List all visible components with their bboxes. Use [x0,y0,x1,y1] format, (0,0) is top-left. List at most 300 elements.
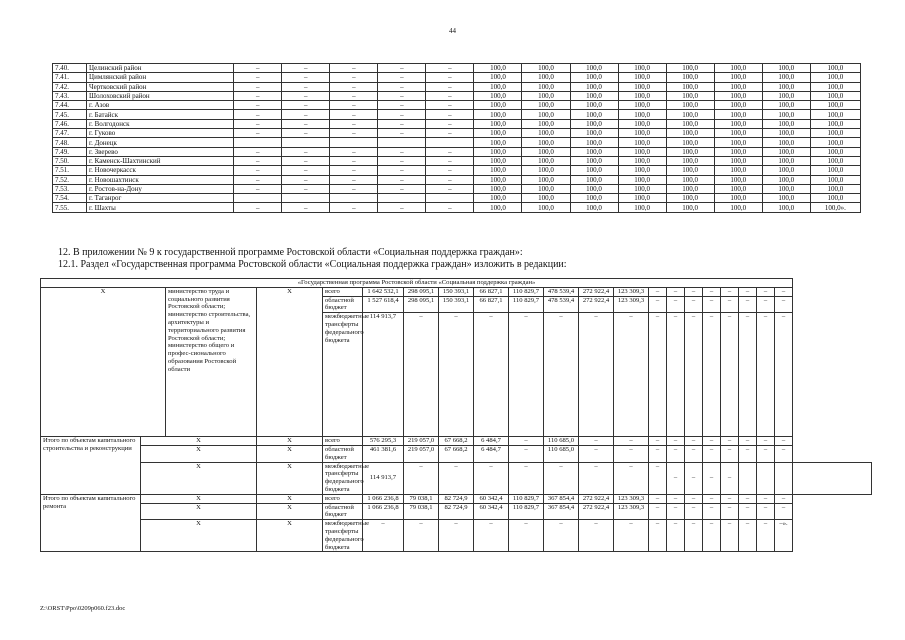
value-cell: – [509,445,544,462]
value-cell: 100,0 [810,110,860,119]
value-cell: – [739,437,757,446]
value-cell: 100,0 [618,110,666,119]
value-cell: – [330,110,378,119]
value-cell: – [234,91,282,100]
value-cell: – [378,73,426,82]
empty-cell [257,313,323,437]
empty-cell [739,462,757,494]
value-cell: – [544,520,579,552]
table-row [53,82,861,91]
value-cell: 100,0 [522,119,570,128]
municipality-name: Шолоховский район [87,91,234,100]
value-cell: 100,0 [522,156,570,165]
table-row [53,110,861,119]
row-number: 7.44. [53,101,87,110]
value-cell: – [667,494,685,503]
value-cell: – [330,101,378,110]
row-number: 7.51. [53,166,87,175]
x-cell: X [257,462,323,494]
value-cell: 100,0 [762,184,810,193]
value-cell: 110 829,7 [509,503,544,520]
file-path-footer: Z:\ORST\Ppo\0209p060.f23.doc [40,605,126,612]
value-cell: 100,0 [762,203,810,212]
value-cell: 100,0 [714,73,762,82]
paragraph-12-1: 12.1. Раздел «Государственная программа Ростовской области «Социальная поддержка граждан» изложить в редакции: [58,259,567,270]
program-table [40,278,872,552]
table-row [53,194,861,203]
value-cell: – [404,313,439,437]
value-cell: – [378,91,426,100]
value-cell: 67 668,2 [439,445,474,462]
value-cell: – [234,184,282,193]
value-cell: – [579,445,614,462]
value-cell: – [685,287,703,296]
value-cell: 100,0 [666,110,714,119]
value-cell: – [439,520,474,552]
value-cell: 100,0 [714,166,762,175]
x-cell: X [141,462,257,494]
row-number: 7.53. [53,184,87,193]
row-number: 7.47. [53,129,87,138]
value-cell: 100,0 [474,203,522,212]
value-cell: – [378,110,426,119]
value-cell: – [757,313,775,437]
value-cell: – [685,503,703,520]
municipality-name: г. Волгодонск [87,119,234,128]
value-cell: – [426,73,474,82]
value-cell: 272 922,4 [579,494,614,503]
value-cell: – [426,184,474,193]
municipality-name: Целинский район [87,64,234,73]
value-cell: – [685,445,703,462]
value-cell: 1 066 236,8 [363,503,404,520]
value-cell: – [378,203,426,212]
value-cell: – [775,296,793,313]
value-cell: 1 066 236,8 [363,494,404,503]
value-cell: 100,0 [666,147,714,156]
value-cell: 100,0 [762,138,810,147]
empty-cell [378,194,426,203]
value-cell: 100,0 [618,119,666,128]
value-cell: – [282,129,330,138]
x-cell: X [257,520,323,552]
x-cell: X [141,503,257,520]
value-cell: 272 922,4 [579,503,614,520]
value-cell: – [378,175,426,184]
source-label: межбюджетные трансферты федерального бюджета [323,520,363,552]
value-cell: – [282,156,330,165]
value-cell: – [330,82,378,91]
value-cell: 100,0 [666,119,714,128]
value-cell: – [378,184,426,193]
value-cell: – [685,494,703,503]
value-cell: 110 829,7 [509,296,544,313]
value-cell: – [757,296,775,313]
municipality-name: г. Новошахтинск [87,175,234,184]
value-cell: 100,0 [570,203,618,212]
value-cell: – [330,184,378,193]
value-cell: – [426,166,474,175]
value-cell: 100,0 [762,166,810,175]
value-cell: 100,0 [810,138,860,147]
value-cell: – [685,520,703,552]
value-cell: 100,0 [714,203,762,212]
value-cell: 219 057,0 [404,445,439,462]
value-cell: – [667,296,685,313]
value-cell: 110 685,0 [544,437,579,446]
value-cell: – [721,494,739,503]
value-cell: 100,0 [618,138,666,147]
value-cell: 272 922,4 [579,296,614,313]
table-row [53,119,861,128]
value-cell: – [703,494,721,503]
value-cell: – [721,503,739,520]
value-cell: 150 393,1 [439,287,474,296]
value-cell: 100,0 [810,184,860,193]
capital-repair-label: Итого по объектам капитального ремонта [41,494,141,552]
value-cell: 82 724,9 [439,494,474,503]
empty-cell [330,138,378,147]
value-cell: – [757,494,775,503]
value-cell: – [426,91,474,100]
value-cell: – [775,503,793,520]
source-label: всего [323,437,363,446]
value-cell: 100,0 [810,101,860,110]
value-cell: 100,0 [522,184,570,193]
value-cell: – [649,520,667,552]
value-cell: 100,0 [474,73,522,82]
x-cell: X [257,503,323,520]
value-cell: – [474,313,509,437]
row-number: 7.46. [53,119,87,128]
value-cell: 100,0 [810,73,860,82]
value-cell: – [775,437,793,446]
value-cell: – [614,520,649,552]
value-cell: 100,0 [474,184,522,193]
value-cell: 298 095,1 [404,296,439,313]
value-cell: – [649,437,667,446]
value-cell: 100,0 [666,82,714,91]
value-cell: – [649,287,667,296]
municipality-name: Чертковский район [87,82,234,91]
value-cell: 100,0 [474,194,522,203]
value-cell: 1 527 618,4 [363,296,404,313]
value-cell: – [282,91,330,100]
page-number: 44 [449,27,456,35]
value-cell: – [721,437,739,446]
value-cell: – [721,520,739,552]
row-number: 7.42. [53,82,87,91]
value-cell: – [282,110,330,119]
value-cell: – [614,437,649,446]
value-cell: – [667,503,685,520]
value-cell: – [234,166,282,175]
value-cell: 100,0 [714,119,762,128]
value-cell: 100,0 [762,73,810,82]
table-row [53,138,861,147]
value-cell: 100,0 [570,184,618,193]
value-cell: – [721,296,739,313]
value-cell: 100,0 [810,166,860,175]
value-cell: – [282,147,330,156]
value-cell: 100,0 [762,119,810,128]
value-cell: – [378,156,426,165]
value-cell: 100,0 [570,119,618,128]
value-cell: – [703,296,721,313]
value-cell: – [667,287,685,296]
value-cell: – [703,287,721,296]
value-cell: 100,0 [618,91,666,100]
empty-cell [257,296,323,313]
value-cell: 100,0 [714,156,762,165]
value-cell: 100,0 [474,175,522,184]
value-cell: – [330,175,378,184]
value-cell: – [649,296,667,313]
table-row [53,101,861,110]
value-cell: – [685,437,703,446]
value-cell: 79 038,1 [404,494,439,503]
value-cell: – [579,520,614,552]
value-cell: 298 095,1 [404,287,439,296]
value-cell: – [614,462,649,494]
x-cell: X [141,445,257,462]
value-cell: – [426,64,474,73]
value-cell: – [330,166,378,175]
value-cell: 100,0 [570,129,618,138]
value-cell: 100,0 [618,147,666,156]
value-cell: – [330,147,378,156]
value-cell: – [234,175,282,184]
empty-cell [757,462,775,494]
value-cell: 100,0 [762,194,810,203]
value-cell: – [509,520,544,552]
value-cell: 100,0 [570,82,618,91]
value-cell: 100,0 [666,101,714,110]
value-cell: 100,0 [474,110,522,119]
value-cell: –». [775,520,793,552]
value-cell: – [579,462,614,494]
value-cell: – [282,203,330,212]
x-cell: X [257,445,323,462]
value-cell: 100,0 [474,101,522,110]
value-cell: – [426,203,474,212]
source-label: межбюджетные трансферты федерального бюджета [323,462,363,494]
value-cell: – [378,166,426,175]
row-number: 7.41. [53,73,87,82]
value-cell: 100,0 [714,82,762,91]
value-cell: 79 038,1 [404,503,439,520]
value-cell: 100,0 [666,166,714,175]
value-cell: – [775,494,793,503]
value-cell: – [739,287,757,296]
value-cell: – [282,119,330,128]
value-cell: – [649,445,667,462]
value-cell: 100,0 [762,156,810,165]
value-cell: – [426,110,474,119]
value-cell: 100,0 [474,129,522,138]
value-cell: 100,0 [618,175,666,184]
capital-construction-label: Итого по объектам капитального строительства и реконструкции [41,437,141,495]
value-cell: – [282,73,330,82]
table-row [53,91,861,100]
value-cell: – [234,129,282,138]
value-cell: – [649,313,667,437]
value-cell: – [234,82,282,91]
table-row [53,156,861,165]
value-cell: – [544,462,579,494]
value-cell: – [426,119,474,128]
value-cell: – [378,82,426,91]
value-cell: 100,0». [810,203,860,212]
source-label: всего [323,287,363,296]
value-cell: – [474,520,509,552]
value-cell: 100,0 [618,101,666,110]
row-number: 7.52. [53,175,87,184]
value-cell: – [509,437,544,446]
value-cell: 100,0 [570,64,618,73]
value-cell: – [721,287,739,296]
x-cell: X [257,437,323,446]
value-cell: – [703,503,721,520]
value-cell: 478 539,4 [544,287,579,296]
value-cell: 100,0 [474,119,522,128]
value-cell: – [579,313,614,437]
value-cell: – [739,296,757,313]
value-cell: 272 922,4 [579,287,614,296]
value-cell: 100,0 [666,203,714,212]
x-cell: X [257,494,323,503]
row-number: 7.45. [53,110,87,119]
value-cell: 100,0 [810,175,860,184]
value-cell: – [426,101,474,110]
value-cell: – [404,462,439,494]
value-cell: 100,0 [570,101,618,110]
table-row [53,166,861,175]
value-cell: – [330,129,378,138]
value-cell: 100,0 [522,138,570,147]
municipality-name: г. Донецк [87,138,234,147]
value-cell: – [649,494,667,503]
value-cell: 367 854,4 [544,494,579,503]
empty-cell [282,194,330,203]
value-cell: 100,0 [810,194,860,203]
value-cell: – [649,462,667,494]
value-cell: 100,0 [762,175,810,184]
table-row [53,175,861,184]
source-label: областной бюджет [323,503,363,520]
value-cell: – [282,166,330,175]
value-cell: 100,0 [522,175,570,184]
value-cell: – [649,503,667,520]
value-cell: 100,0 [618,82,666,91]
value-cell: – [282,184,330,193]
value-cell: 100,0 [762,64,810,73]
value-cell: – [439,462,474,494]
value-cell: 100,0 [570,91,618,100]
value-cell: 100,0 [474,91,522,100]
value-cell: – [474,462,509,494]
program-header: «Государственная программа Ростовской области «Социальная поддержка граждан» [41,279,793,288]
value-cell: 100,0 [762,147,810,156]
source-label: всего [323,494,363,503]
value-cell: – [775,313,793,437]
value-cell: 66 827,1 [474,287,509,296]
value-cell: 100,0 [474,138,522,147]
value-cell: 100,0 [762,91,810,100]
value-cell: – [667,445,685,462]
value-cell: 100,0 [570,110,618,119]
municipality-name: г. Каменск-Шахтинский [87,156,234,165]
value-cell: – [614,445,649,462]
source-label: межбюджетные трансферты федерального бюджета [323,313,363,437]
value-cell: 100,0 [618,166,666,175]
responsible-ministry: министерство труда и социального развития Ростовской области; министерство строительства, архитектуры и территориального развития Ростовской области; министерство общего и профес-сионального образования Ростовской области [166,287,257,436]
value-cell: – [703,313,721,437]
empty-cell [775,462,793,494]
value-cell: 123 309,3 [614,494,649,503]
value-cell: 100,0 [474,64,522,73]
value-cell: 100,0 [474,156,522,165]
value-cell: – [775,287,793,296]
value-cell: 82 724,9 [439,503,474,520]
paragraph-12: 12. В приложении № 9 к государственной программе Ростовской области «Социальная поддержка граждан»: [58,247,523,258]
value-cell: – [378,119,426,128]
municipality-name: г. Азов [87,101,234,110]
value-cell: 110 829,7 [509,287,544,296]
value-cell: 100,0 [522,147,570,156]
value-cell: – [234,101,282,110]
value-cell: – [234,119,282,128]
empty-cell [793,462,872,494]
empty-cell [41,296,166,313]
value-cell: – [757,520,775,552]
table-row [53,64,861,73]
value-cell: – [739,494,757,503]
value-cell: 100,0 [810,64,860,73]
value-cell: – [426,175,474,184]
row-number: 7.40. [53,64,87,73]
value-cell: – [703,445,721,462]
value-cell: 100,0 [762,101,810,110]
value-cell: 60 342,4 [474,503,509,520]
row-number: 7.43. [53,91,87,100]
value-cell: 100,0 [570,138,618,147]
value-cell: 100,0 [666,138,714,147]
value-cell: 6 484,7 [474,445,509,462]
value-cell: – [282,101,330,110]
value-cell: – [703,520,721,552]
municipality-name: г. Гуково [87,129,234,138]
value-cell: – [426,147,474,156]
source-label: областной бюджет [323,445,363,462]
value-cell: – [739,520,757,552]
value-cell: – [234,73,282,82]
value-cell: 100,0 [762,82,810,91]
value-cell: 123 309,3 [614,296,649,313]
source-label: областной бюджет [323,296,363,313]
value-cell: – [234,147,282,156]
x-cell: X [141,520,257,552]
x-cell: X [141,437,257,446]
value-cell: – [330,203,378,212]
value-cell: 100,0 [666,194,714,203]
municipality-name: г. Новочеркасск [87,166,234,175]
value-cell: 100,0 [618,194,666,203]
value-cell: 100,0 [666,73,714,82]
value-cell: 123 309,3 [614,503,649,520]
value-cell: 6 484,7 [474,437,509,446]
value-cell: – [721,462,739,494]
